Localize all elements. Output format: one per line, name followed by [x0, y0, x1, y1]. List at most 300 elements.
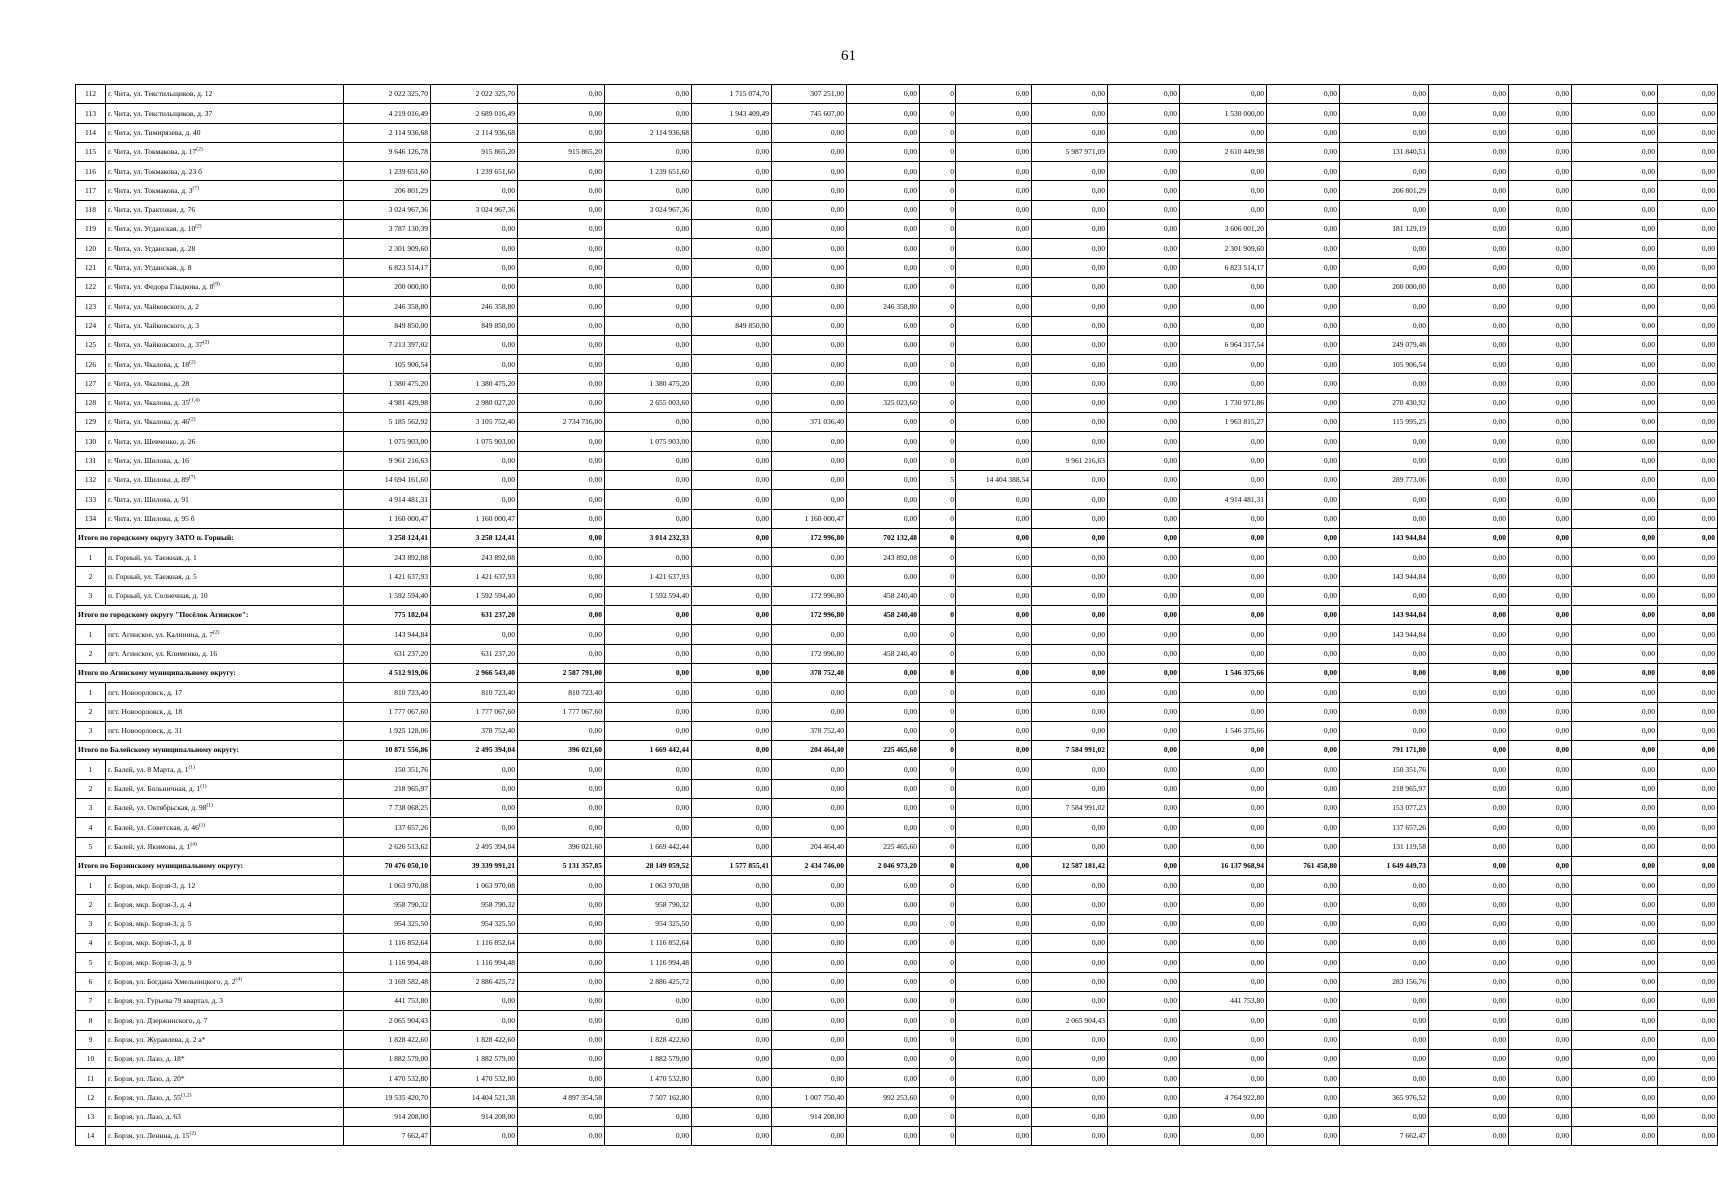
value-cell: 0,00: [1509, 220, 1572, 239]
value-cell: 0,00: [518, 625, 605, 644]
value-cell: 0,00: [1658, 856, 1718, 875]
value-cell: 0: [920, 1030, 956, 1049]
value-cell: 0,00: [1572, 355, 1658, 374]
value-cell: 0,00: [1658, 914, 1718, 933]
value-cell: 1 828 422,60: [344, 1030, 431, 1049]
table-row: [76, 625, 1718, 644]
value-cell: 458 240,40: [847, 586, 920, 605]
row-number: 114: [76, 123, 106, 142]
value-cell: 0,00: [431, 798, 518, 817]
value-cell: 0,00: [518, 953, 605, 972]
value-cell: 0: [920, 490, 956, 509]
page-number: 61: [841, 48, 856, 64]
value-cell: 0,00: [772, 1127, 847, 1146]
value-cell: 0,00: [518, 528, 605, 547]
value-cell: 0,00: [1658, 663, 1718, 682]
value-cell: 0,00: [1108, 663, 1180, 682]
row-number: 1: [76, 683, 106, 702]
value-cell: 0,00: [518, 567, 605, 586]
value-cell: 0,00: [1180, 606, 1267, 625]
value-cell: 0,00: [692, 470, 772, 489]
value-cell: 0,00: [772, 548, 847, 567]
value-cell: 0,00: [1572, 316, 1658, 335]
value-cell: 0,00: [692, 142, 772, 161]
value-cell: 0,00: [1267, 1107, 1340, 1126]
address-cell: [106, 991, 344, 1010]
value-cell: 0,00: [692, 741, 772, 760]
value-cell: 0,00: [692, 991, 772, 1010]
value-cell: 0,00: [605, 239, 692, 258]
address-text: г. Чита, ул. Текстильщиков, д. 37: [108, 108, 213, 118]
value-cell: 0,00: [956, 934, 1032, 953]
value-cell: 0,00: [956, 818, 1032, 837]
subtotal-label: Итого по Балейскому муниципальному округу:: [76, 741, 344, 760]
value-cell: 2 886 425,72: [431, 972, 518, 991]
value-cell: 0,00: [692, 1049, 772, 1068]
value-cell: 0,00: [772, 142, 847, 161]
value-cell: 0,00: [1572, 856, 1658, 875]
value-cell: 0,00: [1108, 586, 1180, 605]
value-cell: 0,00: [1429, 856, 1509, 875]
value-cell: 0,00: [1108, 162, 1180, 181]
value-cell: 0,00: [1108, 760, 1180, 779]
value-cell: 0,00: [1267, 1030, 1340, 1049]
value-cell: 0,00: [956, 104, 1032, 123]
row-number: 5: [76, 837, 106, 856]
value-cell: 0,00: [1658, 123, 1718, 142]
value-cell: 0,00: [692, 432, 772, 451]
table-row: [76, 413, 1718, 432]
value-cell: 0: [920, 1049, 956, 1068]
value-cell: 0,00: [772, 1011, 847, 1030]
value-cell: 0,00: [1509, 1030, 1572, 1049]
value-cell: 0,00: [772, 200, 847, 219]
value-cell: 4 914 481,31: [1180, 490, 1267, 509]
value-cell: 0,00: [1267, 934, 1340, 953]
value-cell: 0,00: [1267, 818, 1340, 837]
row-number: 119: [76, 220, 106, 239]
value-cell: 0,00: [1572, 1088, 1658, 1107]
address-text: г. Борзя, ул. Богдана Хмельницкого, д. 2: [108, 977, 236, 987]
value-cell: 0,00: [1032, 162, 1108, 181]
value-cell: 0,00: [1429, 1069, 1509, 1088]
value-cell: 0,00: [1267, 702, 1340, 721]
value-cell: 2 022 325,70: [431, 85, 518, 104]
value-cell: 0,00: [1108, 856, 1180, 875]
value-cell: 0,00: [1180, 1127, 1267, 1146]
value-cell: 0,00: [1509, 123, 1572, 142]
value-cell: 0,00: [1267, 528, 1340, 547]
address-cell: [106, 586, 344, 605]
value-cell: 0,00: [1509, 374, 1572, 393]
value-cell: 0,00: [1429, 239, 1509, 258]
value-cell: 0,00: [1429, 220, 1509, 239]
value-cell: 0: [920, 200, 956, 219]
table-row: [76, 374, 1718, 393]
value-cell: 0,00: [772, 432, 847, 451]
value-cell: 0,00: [1572, 586, 1658, 605]
value-cell: 0,00: [1509, 85, 1572, 104]
value-cell: 0,00: [1658, 509, 1718, 528]
value-cell: 0,00: [1572, 548, 1658, 567]
value-cell: 0,00: [431, 239, 518, 258]
address-text: г. Борзя, ул. Лазо, д. 18*: [108, 1054, 185, 1064]
row-number: 127: [76, 374, 106, 393]
value-cell: 0,00: [1509, 142, 1572, 161]
row-number: 2: [76, 644, 106, 663]
value-cell: 270 430,92: [1340, 393, 1429, 412]
address-text: г. Борзя, ул. Лазо, д. 63: [108, 1112, 181, 1122]
value-cell: 0,00: [1429, 1049, 1509, 1068]
value-cell: 0,00: [605, 779, 692, 798]
value-cell: 172 996,80: [772, 606, 847, 625]
value-cell: 0,00: [1267, 625, 1340, 644]
address-cell: [106, 934, 344, 953]
table-row: [76, 200, 1718, 219]
value-cell: 0: [920, 1088, 956, 1107]
address-cell: [106, 490, 344, 509]
footnote-marker: (2): [213, 629, 220, 636]
value-cell: 0,00: [1509, 1049, 1572, 1068]
table-row: [76, 1049, 1718, 1068]
value-cell: 0,00: [1429, 451, 1509, 470]
value-cell: 0: [920, 606, 956, 625]
value-cell: 378 752,40: [772, 721, 847, 740]
value-cell: 0,00: [1658, 606, 1718, 625]
value-cell: 2 114 936,68: [344, 123, 431, 142]
value-cell: 150 351,76: [1340, 760, 1429, 779]
value-cell: 0,00: [1572, 162, 1658, 181]
value-cell: 0,00: [1509, 567, 1572, 586]
address-cell: [106, 818, 344, 837]
value-cell: 0,00: [692, 972, 772, 991]
value-cell: 0: [920, 567, 956, 586]
address-cell: [106, 876, 344, 895]
value-cell: 0,00: [431, 355, 518, 374]
value-cell: 9 961 216,63: [1032, 451, 1108, 470]
value-cell: 0,00: [772, 683, 847, 702]
footnote-marker: (2): [189, 1130, 196, 1137]
row-number: 7: [76, 991, 106, 1010]
value-cell: 0,00: [847, 1107, 920, 1126]
value-cell: 0,00: [1509, 625, 1572, 644]
value-cell: 0,00: [1340, 876, 1429, 895]
value-cell: 0,00: [847, 162, 920, 181]
value-cell: 7 213 397,02: [344, 335, 431, 354]
row-number: 129: [76, 413, 106, 432]
value-cell: 0,00: [847, 567, 920, 586]
value-cell: 19 535 420,70: [344, 1088, 431, 1107]
value-cell: 9 961 216,63: [344, 451, 431, 470]
value-cell: 914 208,00: [431, 1107, 518, 1126]
value-cell: 0,00: [1509, 470, 1572, 489]
value-cell: 0,00: [1509, 393, 1572, 412]
value-cell: 0,00: [1572, 85, 1658, 104]
value-cell: 5 185 562,92: [344, 413, 431, 432]
value-cell: 0,00: [1180, 528, 1267, 547]
value-cell: 0,00: [1032, 258, 1108, 277]
value-cell: 0,00: [1267, 953, 1340, 972]
value-cell: 0,00: [772, 779, 847, 798]
value-cell: 0,00: [1509, 779, 1572, 798]
value-cell: 0,00: [692, 760, 772, 779]
value-cell: 0,00: [847, 413, 920, 432]
subtotal-label: Итого по Борзинскому муниципальному округу:: [76, 856, 344, 875]
address-text: г. Чита, ул. Шилова, д. 89: [108, 475, 189, 485]
row-number: 125: [76, 335, 106, 354]
value-cell: 0,00: [1180, 895, 1267, 914]
address-cell: [106, 760, 344, 779]
value-cell: 0,00: [1509, 972, 1572, 991]
address-text: г. Чита, ул. Шилова, д. 95 б: [108, 513, 195, 523]
address-cell: [106, 277, 344, 296]
value-cell: 0,00: [1032, 991, 1108, 1010]
value-cell: 0,00: [605, 85, 692, 104]
value-cell: 0,00: [1267, 181, 1340, 200]
value-cell: 0,00: [1267, 895, 1340, 914]
address-cell: [106, 162, 344, 181]
value-cell: 3 787 130,39: [344, 220, 431, 239]
value-cell: 9 646 126,78: [344, 142, 431, 161]
value-cell: 631 237,20: [431, 606, 518, 625]
value-cell: 0,00: [847, 258, 920, 277]
value-cell: 0,00: [1509, 856, 1572, 875]
value-cell: 0,00: [431, 818, 518, 837]
value-cell: 7 662,47: [1340, 1127, 1429, 1146]
value-cell: 365 976,52: [1340, 1088, 1429, 1107]
value-cell: 0,00: [1429, 606, 1509, 625]
value-cell: 2 495 394,04: [431, 741, 518, 760]
address-cell: [106, 1107, 344, 1126]
value-cell: 0,00: [1429, 374, 1509, 393]
value-cell: 0,00: [1658, 683, 1718, 702]
address-text: г. Чита, ул. Чкалова, д. 46: [108, 417, 190, 427]
value-cell: 0,00: [605, 277, 692, 296]
value-cell: 0,00: [1267, 760, 1340, 779]
value-cell: 0,00: [956, 374, 1032, 393]
value-cell: 0,00: [956, 567, 1032, 586]
value-cell: 0,00: [956, 220, 1032, 239]
value-cell: 243 892,08: [344, 548, 431, 567]
value-cell: 0,00: [431, 625, 518, 644]
footnote-marker: (2): [202, 339, 210, 346]
table-row: [76, 721, 1718, 740]
value-cell: 0,00: [1658, 548, 1718, 567]
value-cell: 0,00: [692, 876, 772, 895]
value-cell: 0,00: [847, 335, 920, 354]
value-cell: 0,00: [1180, 200, 1267, 219]
value-cell: 2 966 543,40: [431, 663, 518, 682]
value-cell: 249 079,48: [1340, 335, 1429, 354]
address-text: г. Чита, ул. Тимирязева, д. 40: [108, 127, 201, 137]
address-cell: [106, 1030, 344, 1049]
value-cell: 0: [920, 432, 956, 451]
value-cell: 0,00: [1180, 316, 1267, 335]
value-cell: 0: [920, 683, 956, 702]
value-cell: 0,00: [1509, 798, 1572, 817]
value-cell: 441 753,80: [1180, 991, 1267, 1010]
value-cell: 0,00: [1509, 451, 1572, 470]
value-cell: 2 495 394,04: [431, 837, 518, 856]
value-cell: 0,00: [605, 991, 692, 1010]
value-cell: 1 116 852,64: [344, 934, 431, 953]
value-cell: 0,00: [605, 413, 692, 432]
address-cell: [106, 335, 344, 354]
value-cell: 0,00: [692, 297, 772, 316]
value-cell: 0,00: [1429, 953, 1509, 972]
value-cell: 0,00: [1658, 239, 1718, 258]
value-cell: 0,00: [1509, 702, 1572, 721]
value-cell: 0,00: [1429, 200, 1509, 219]
value-cell: 0,00: [1340, 104, 1429, 123]
value-cell: 958 790,32: [431, 895, 518, 914]
value-cell: 0,00: [1658, 1049, 1718, 1068]
value-cell: 0,00: [1572, 393, 1658, 412]
value-cell: 0,00: [1267, 509, 1340, 528]
value-cell: 0,00: [956, 663, 1032, 682]
value-cell: 631 237,20: [431, 644, 518, 663]
value-cell: 0,00: [1429, 779, 1509, 798]
row-number: 13: [76, 1107, 106, 1126]
value-cell: 0,00: [1340, 721, 1429, 740]
value-cell: 0,00: [518, 644, 605, 663]
table-row: [76, 1088, 1718, 1107]
value-cell: 0,00: [1032, 220, 1108, 239]
value-cell: 0,00: [1572, 1011, 1658, 1030]
value-cell: 225 465,60: [847, 837, 920, 856]
value-cell: 0,00: [692, 490, 772, 509]
value-cell: 1 075 903,00: [605, 432, 692, 451]
value-cell: 0,00: [1108, 895, 1180, 914]
value-cell: 0,00: [1108, 451, 1180, 470]
value-cell: 0,00: [1429, 432, 1509, 451]
value-cell: 0,00: [1658, 258, 1718, 277]
address-cell: [106, 567, 344, 586]
value-cell: 0,00: [1658, 721, 1718, 740]
value-cell: 1 007 750,40: [772, 1088, 847, 1107]
value-cell: 0,00: [1658, 818, 1718, 837]
value-cell: 0,00: [1572, 837, 1658, 856]
row-number: 2: [76, 779, 106, 798]
address-text: г. Чита, ул. Токмакова, д. 23 б: [108, 166, 202, 176]
value-cell: 0,00: [1032, 355, 1108, 374]
value-cell: 0,00: [847, 490, 920, 509]
value-cell: 0,00: [1572, 991, 1658, 1010]
value-cell: 914 208,00: [772, 1107, 847, 1126]
address-cell: [106, 1069, 344, 1088]
value-cell: 0,00: [1572, 798, 1658, 817]
address-cell: [106, 1049, 344, 1068]
value-cell: 204 464,40: [772, 837, 847, 856]
value-cell: 5 131 357,85: [518, 856, 605, 875]
value-cell: 0: [920, 220, 956, 239]
value-cell: 0,00: [1509, 606, 1572, 625]
value-cell: 0,00: [1509, 316, 1572, 335]
value-cell: 0,00: [1108, 721, 1180, 740]
value-cell: 0,00: [1032, 1049, 1108, 1068]
value-cell: 0,00: [518, 509, 605, 528]
value-cell: 0,00: [692, 625, 772, 644]
value-cell: 0,00: [772, 991, 847, 1010]
value-cell: 0,00: [518, 104, 605, 123]
value-cell: 0,00: [847, 451, 920, 470]
value-cell: 0,00: [956, 741, 1032, 760]
value-cell: 0,00: [847, 779, 920, 798]
row-number: 128: [76, 393, 106, 412]
value-cell: 0,00: [1180, 1030, 1267, 1049]
value-cell: 0,00: [605, 451, 692, 470]
financing-table: [75, 84, 1718, 1146]
table-row: [76, 1011, 1718, 1030]
value-cell: 0,00: [1108, 625, 1180, 644]
value-cell: 0,00: [518, 972, 605, 991]
value-cell: 0,00: [605, 142, 692, 161]
footnote-marker: (9): [213, 281, 220, 288]
value-cell: 0: [920, 818, 956, 837]
value-cell: 1 777 067,60: [518, 702, 605, 721]
value-cell: 0,00: [1658, 1011, 1718, 1030]
value-cell: 0,00: [1658, 490, 1718, 509]
value-cell: 0,00: [1108, 876, 1180, 895]
value-cell: 775 182,04: [344, 606, 431, 625]
value-cell: 0,00: [518, 779, 605, 798]
value-cell: 0,00: [1509, 663, 1572, 682]
value-cell: 0,00: [1340, 239, 1429, 258]
value-cell: 0,00: [1658, 972, 1718, 991]
value-cell: 0,00: [1267, 277, 1340, 296]
value-cell: 0,00: [1108, 837, 1180, 856]
footnote-marker: (1,2): [180, 1092, 192, 1099]
table-row: [76, 683, 1718, 702]
value-cell: 0,00: [1509, 277, 1572, 296]
subtotal-row: [76, 741, 1718, 760]
value-cell: 0,00: [1267, 374, 1340, 393]
value-cell: 0,00: [692, 200, 772, 219]
row-number: 12: [76, 1088, 106, 1107]
value-cell: 0,00: [1658, 895, 1718, 914]
value-cell: 131 840,51: [1340, 142, 1429, 161]
value-cell: 7 507 162,80: [605, 1088, 692, 1107]
value-cell: 0,00: [1572, 1049, 1658, 1068]
value-cell: 0,00: [1658, 1069, 1718, 1088]
value-cell: 0,00: [1032, 490, 1108, 509]
value-cell: 0,00: [1180, 1011, 1267, 1030]
value-cell: 0,00: [1429, 567, 1509, 586]
value-cell: 0,00: [1509, 490, 1572, 509]
value-cell: 0,00: [1180, 548, 1267, 567]
value-cell: 0: [920, 509, 956, 528]
value-cell: 4 897 354,58: [518, 1088, 605, 1107]
value-cell: 0,00: [1180, 741, 1267, 760]
value-cell: 0,00: [1180, 123, 1267, 142]
value-cell: 0,00: [1340, 1011, 1429, 1030]
value-cell: 0: [920, 413, 956, 432]
value-cell: 0,00: [605, 663, 692, 682]
value-cell: 0,00: [692, 162, 772, 181]
value-cell: 0,00: [1032, 470, 1108, 489]
value-cell: 0: [920, 721, 956, 740]
value-cell: 0,00: [605, 297, 692, 316]
value-cell: 0,00: [605, 721, 692, 740]
value-cell: 0,00: [605, 798, 692, 817]
value-cell: 0,00: [1509, 953, 1572, 972]
value-cell: 0,00: [1340, 1069, 1429, 1088]
row-number: 11: [76, 1069, 106, 1088]
table-row: [76, 316, 1718, 335]
value-cell: 0: [920, 914, 956, 933]
address-cell: [106, 451, 344, 470]
value-cell: 0,00: [1340, 123, 1429, 142]
